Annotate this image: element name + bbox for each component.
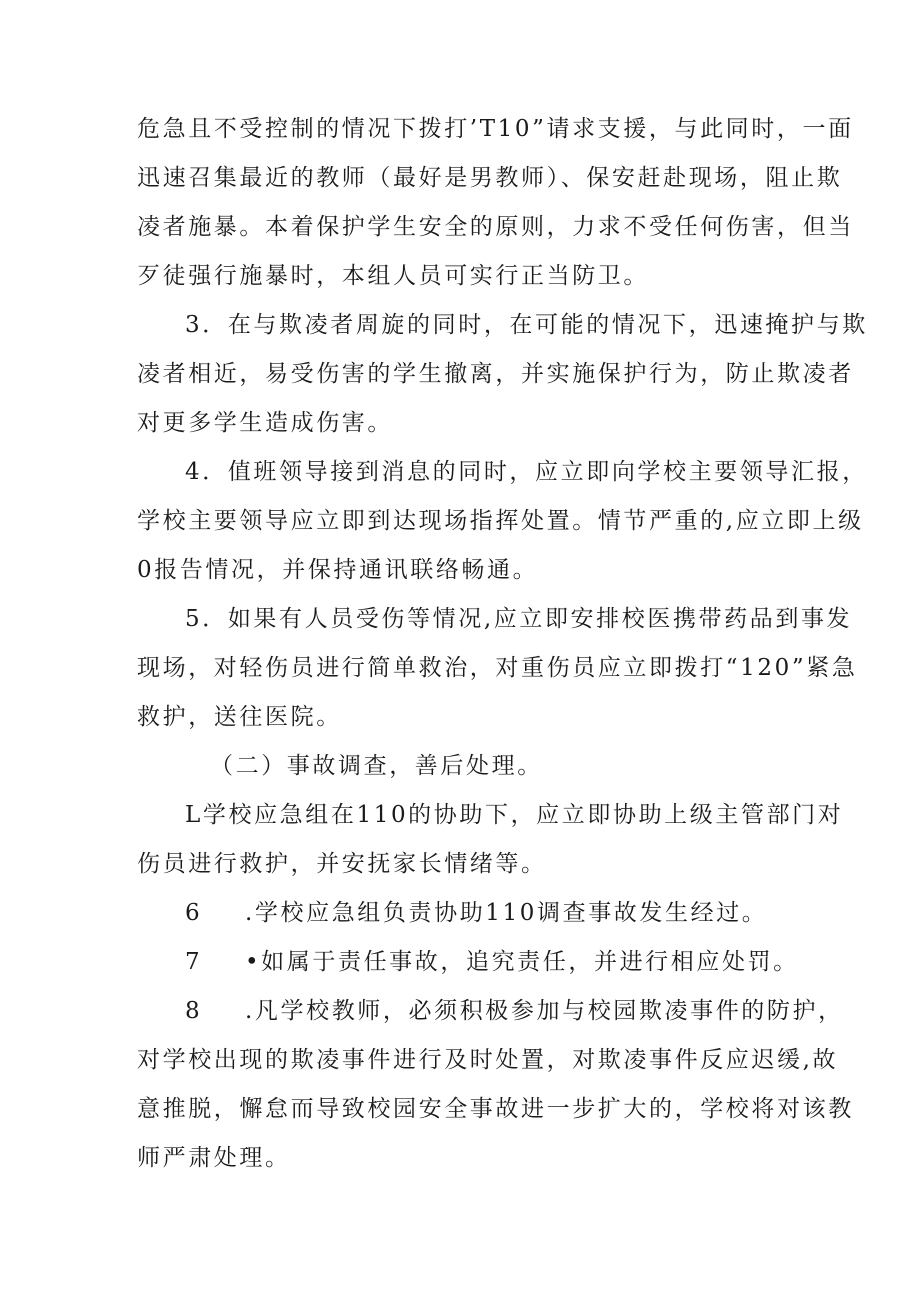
text-line: 3．在与欺凌者周旋的同时，在可能的情况下，迅速掩护与欺	[185, 312, 868, 338]
section-heading: （二）事故调查，善后处理。	[210, 753, 543, 779]
text-line: 救护，送往医院。	[137, 704, 342, 730]
text-line: 对学校出现的欺凌事件进行及时处置，对欺凌事件反应迟缓,故	[137, 1047, 839, 1073]
list-item	[185, 996, 844, 1026]
text-line: 师严肃处理。	[137, 1145, 291, 1171]
text-line: 对更多学生造成伤害。	[137, 410, 393, 436]
list-item-text: .学校应急组负责协助110调查事故发生经过。	[245, 900, 768, 926]
text-line: 迅速召集最近的教师（最好是男教师）、保安赶赴现场，阻止欺	[137, 165, 843, 191]
text-line: 现场，对轻伤员进行简单救治，对重伤员应立即拨打“120”紧急	[137, 655, 858, 681]
text-line: 伤员进行救护，并安抚家长情绪等。	[137, 851, 547, 877]
text-line: 凌者相近，易受伤害的学生撤离，并实施保护行为，防止欺凌者	[137, 361, 854, 387]
text-line: 意推脱，懈怠而导致校园安全事故进一步扩大的，学校将对该教	[137, 1096, 854, 1122]
text-line: 0报告情况，并保持通讯联络畅通。	[137, 557, 539, 583]
list-item-number: 7	[185, 949, 203, 975]
text-line: 凌者施暴。本着保护学生安全的原则，力求不受任何伤害，但当	[137, 214, 854, 240]
text-line: L学校应急组在110的协助下，应立即协助上级主管部门对	[185, 802, 844, 828]
text-line: 歹徒强行施暴时，本组人员可实行正当防卫。	[137, 263, 649, 289]
list-item-text: •如属于责任事故，追究责任，并进行相应处罚。	[245, 949, 799, 975]
list-item-number: 6	[185, 900, 203, 926]
text-line: 4．值班领导接到消息的同时，应立即向学校主要领导汇报，	[185, 459, 868, 485]
list-item	[185, 947, 799, 977]
text-line: 学校主要领导应立即到达现场指挥处置。情节严重的,应立即上级	[137, 508, 864, 534]
text-line: 危急且不受控制的情况下拨打’T10”请求支援，与此同时，一面	[137, 116, 854, 142]
list-item-number: 8	[185, 998, 203, 1024]
list-item-text: .凡学校教师，必须积极参加与校园欺凌事件的防护，	[245, 998, 844, 1024]
text-line: 5．如果有人员受伤等情况,应立即安排校医携带药品到事发	[185, 606, 853, 632]
list-item	[185, 898, 767, 928]
